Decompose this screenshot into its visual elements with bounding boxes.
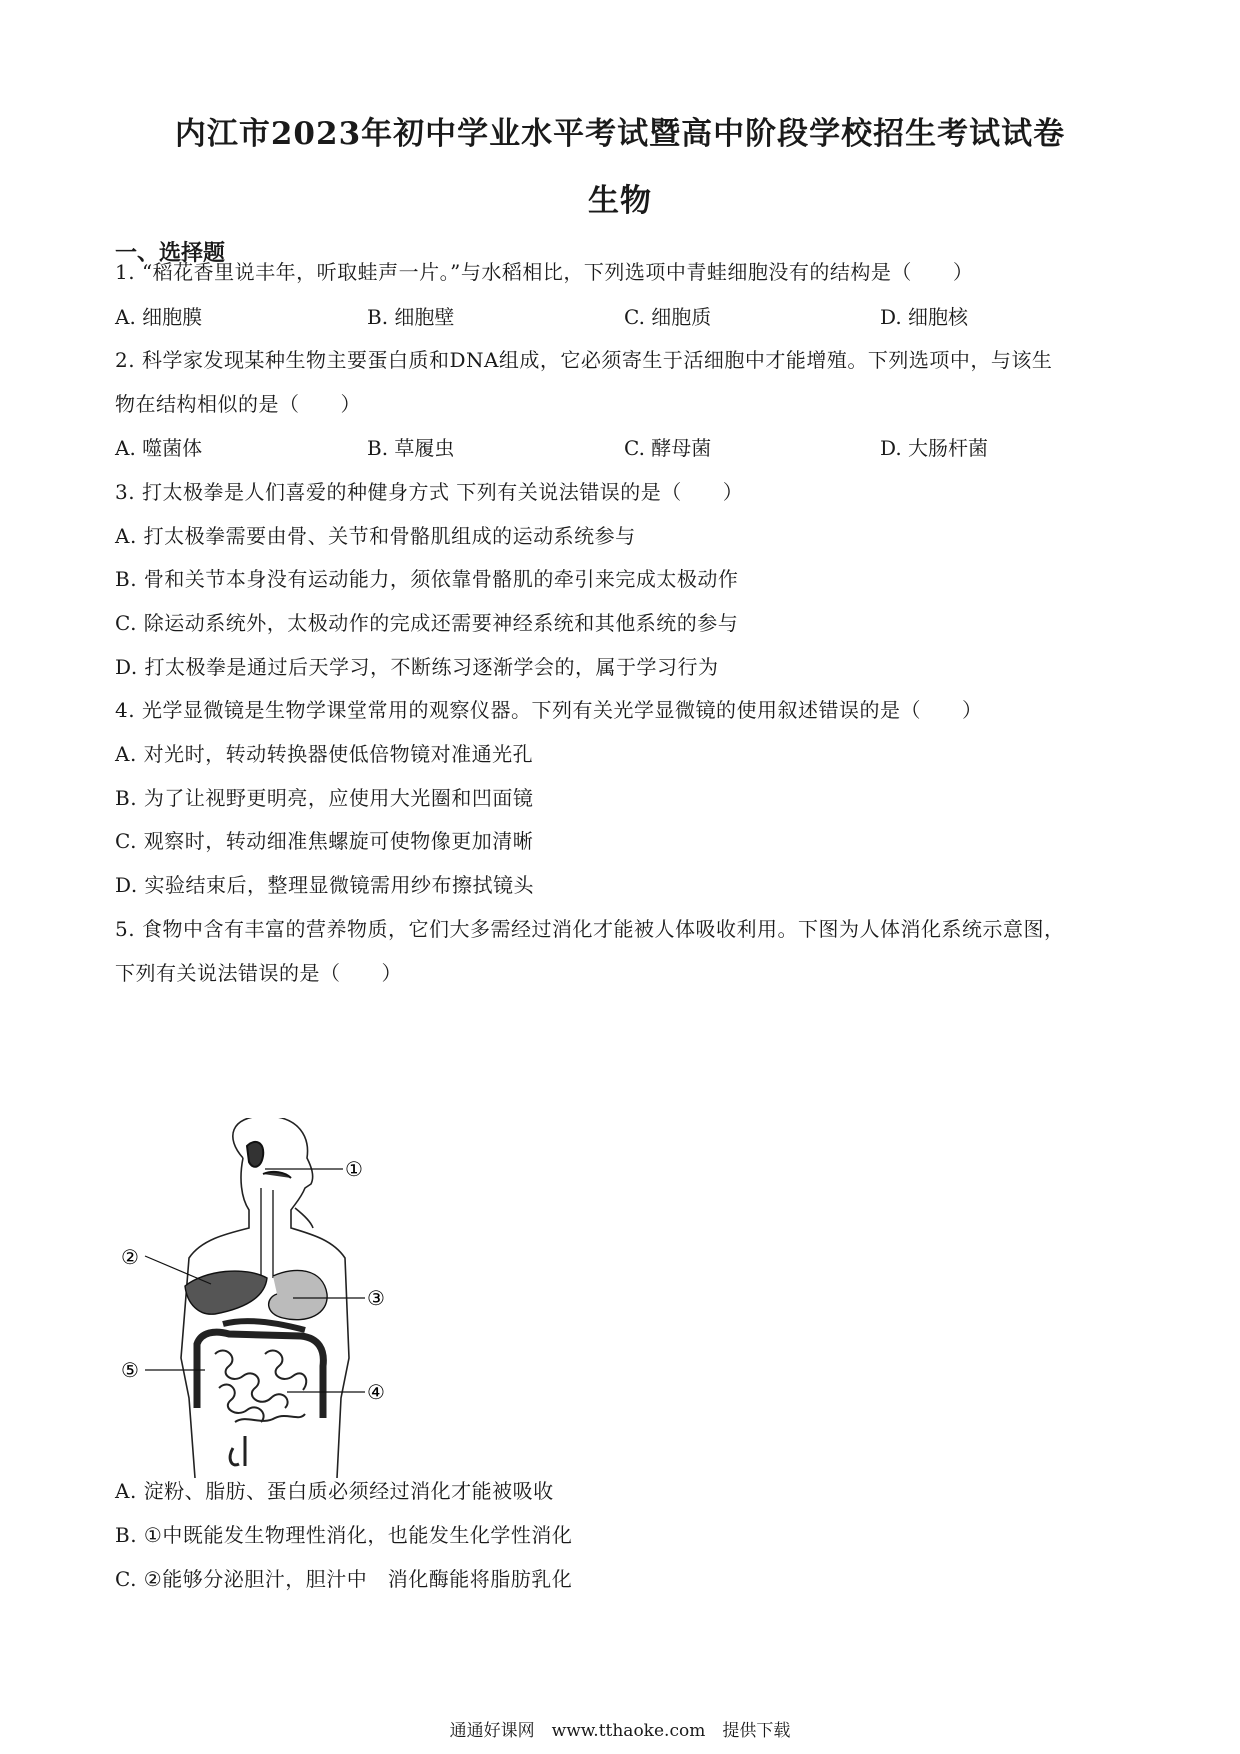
page-subtitle: 生物: [588, 183, 652, 219]
question-4-option-b: B. 为了让视野更明亮，应使用大光圈和凹面镜: [115, 786, 534, 810]
question-4-option-c: C. 观察时，转动细准焦螺旋可使物像更加清晰: [115, 829, 534, 853]
stomach: [269, 1270, 327, 1319]
question-3-option-c: C. 除运动系统外，太极动作的完成还需要神经系统和其他系统的参与: [115, 611, 739, 635]
mouth: [247, 1142, 291, 1178]
label-4: ④: [367, 1380, 385, 1404]
label-1: ①: [345, 1157, 363, 1181]
digestive-system-diagram: [115, 1118, 415, 1488]
label-5: ⑤: [121, 1358, 139, 1382]
question-5-option-a: A. 淀粉、脂肪、蛋白质必须经过消化才能被吸收: [115, 1479, 554, 1503]
esophagus: [261, 1188, 273, 1278]
pancreas: [223, 1321, 305, 1330]
question-2-stem-line2: 物在结构相似的是（ ）: [115, 392, 361, 416]
question-4-option-d: D. 实验结束后，整理显微镜需用纱布擦拭镜头: [115, 873, 535, 897]
question-1-option-c: C. 细胞质: [624, 305, 712, 329]
footer-source: 通通好课网 www.tthaoke.com 提供下载: [449, 1721, 791, 1741]
question-3-option-b: B. 骨和关节本身没有运动能力，须依靠骨骼肌的牵引来完成太极动作: [115, 567, 739, 591]
rectum: [230, 1436, 245, 1466]
question-4-option-a: A. 对光时，转动转换器使低倍物镜对准通光孔: [115, 742, 534, 766]
question-3-option-d: D. 打太极拳是通过后天学习，不断练习逐渐学会的，属于学习行为: [115, 655, 719, 679]
question-2-option-a: A. 噬菌体: [115, 436, 203, 460]
question-4-stem: 4. 光学显微镜是生物学课堂常用的观察仪器。下列有关光学显微镜的使用叙述错误的是（ ）: [115, 698, 983, 722]
question-5-stem-line1: 5. 食物中含有丰富的营养物质，它们大多需经过消化才能被人体吸收利用。下图为人体消化系统示意图，: [115, 917, 1065, 941]
question-1-option-b: B. 细胞壁: [367, 305, 455, 329]
question-2-option-b: B. 草履虫: [367, 436, 455, 460]
small-intestine: [215, 1351, 306, 1422]
question-3-option-a: A. 打太极拳需要由骨、关节和骨骼肌组成的运动系统参与: [115, 524, 636, 548]
question-3-stem: 3. 打太极拳是人们喜爱的种健身方式 下列有关说法错误的是（ ）: [115, 480, 744, 504]
question-5-option-b: B. ①中既能发生物理性消化，也能发生化学性消化: [115, 1523, 573, 1547]
question-1-option-a: A. 细胞膜: [115, 305, 203, 329]
question-2-option-c: C. 酵母菌: [624, 436, 712, 460]
label-3: ③: [367, 1286, 385, 1310]
question-5-option-c: C. ②能够分泌胆汁，胆汁中 消化酶能将脂肪乳化: [115, 1567, 573, 1591]
liver: [185, 1271, 267, 1314]
leader-line-2: [145, 1256, 211, 1284]
section-heading: 一、选择题: [115, 240, 226, 266]
question-5-stem-line2: 下列有关说法错误的是（ ）: [115, 961, 402, 985]
page-title: 内江市2023年初中学业水平考试暨高中阶段学校招生考试试卷: [174, 116, 1066, 152]
question-2-option-d: D. 大肠杆菌: [880, 436, 989, 460]
label-2: ②: [121, 1245, 139, 1269]
question-2-stem-line1: 2. 科学家发现某种生物主要蛋白质和DNA组成，它必须寄生于活细胞中才能增殖。下列选项中，与该生: [115, 348, 1053, 372]
question-1-option-d: D. 细胞核: [880, 305, 969, 329]
question-1-stem: 1. “稻花香里说丰年，听取蛙声一片。”与水稻相比，下列选项中青蛙细胞没有的结构是（ ）: [115, 260, 974, 284]
